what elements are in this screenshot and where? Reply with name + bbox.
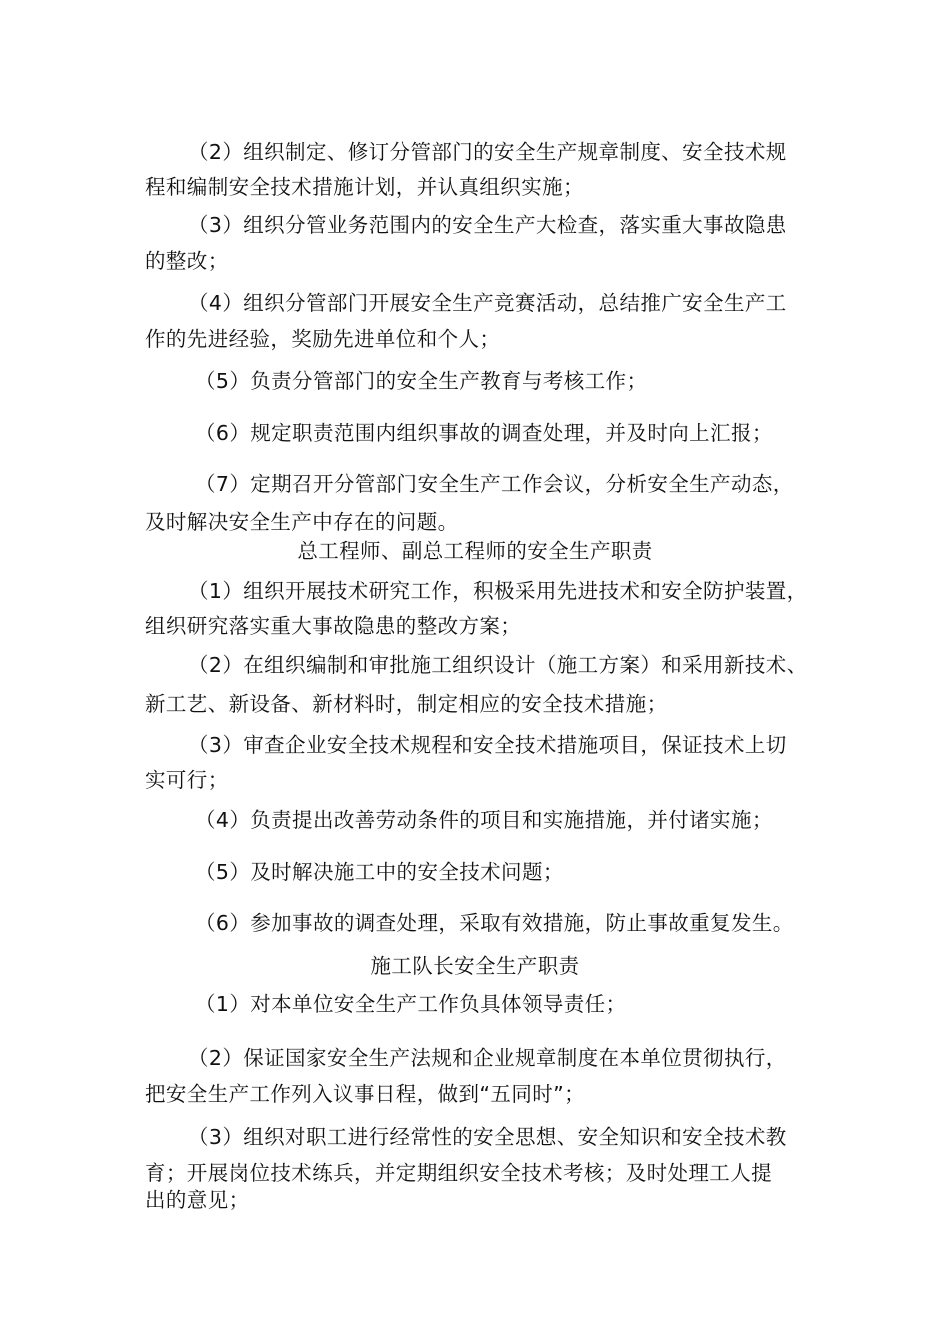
paragraph-line: （2）组织制定、修订分管部门的安全生产规章制度、安全技术规	[188, 140, 787, 164]
paragraph-line: 育；开展岗位技术练兵，并定期组织安全技术考核；及时处理工人提	[145, 1161, 772, 1185]
paragraph-line: （6）参加事故的调查处理，采取有效措施，防止事故重复发生。	[195, 911, 794, 935]
paragraph-line: （2）在组织编制和审批施工组织设计（施工方案）和采用新技术、	[188, 653, 808, 677]
paragraph-line: （4）组织分管部门开展安全生产竞赛活动，总结推广安全生产工	[188, 291, 787, 315]
paragraph-line: （4）负责提出改善劳动条件的项目和实施措施，并付诸实施；	[195, 808, 773, 832]
paragraph-line: 组织研究落实重大事故隐患的整改方案；	[145, 614, 522, 638]
paragraph-line: 作的先进经验，奖励先进单位和个人；	[145, 327, 501, 351]
paragraph-line: 实可行；	[145, 768, 229, 792]
paragraph-line: 及时解决安全生产中存在的问题。	[145, 510, 459, 534]
paragraph-line: （5）及时解决施工中的安全技术问题；	[195, 860, 564, 884]
paragraph-line: （2）保证国家安全生产法规和企业规章制度在本单位贯彻执行，	[188, 1046, 787, 1070]
paragraph-line: （1）对本单位安全生产工作负具体领导责任；	[195, 992, 627, 1016]
paragraph-line: （6）规定职责范围内组织事故的调查处理，并及时向上汇报；	[195, 421, 773, 445]
paragraph-line: 新工艺、新设备、新材料时，制定相应的安全技术措施；	[145, 692, 668, 716]
paragraph-line: （3）组织对职工进行经常性的安全思想、安全知识和安全技术教	[188, 1125, 787, 1149]
paragraph-line: 的整改；	[145, 249, 229, 273]
paragraph-line: 出的意见；	[145, 1188, 250, 1212]
paragraph-line: 把安全生产工作列入议事日程，做到“五同时”；	[145, 1082, 586, 1106]
section-heading: 总工程师、副总工程师的安全生产职责	[297, 539, 653, 563]
paragraph-line: （3）组织分管业务范围内的安全生产大检查，落实重大事故隐患	[188, 213, 787, 237]
paragraph-line: （5）负责分管部门的安全生产教育与考核工作；	[195, 369, 648, 393]
section-heading: 施工队长安全生产职责	[370, 954, 580, 978]
paragraph-line: （3）审查企业安全技术规程和安全技术措施项目，保证技术上切	[188, 733, 787, 757]
paragraph-line: （1）组织开展技术研究工作，积极采用先进技术和安全防护装置，	[188, 579, 808, 603]
paragraph-line: （7）定期召开分管部门安全生产工作会议，分析安全生产动态，	[195, 472, 794, 496]
paragraph-line: 程和编制安全技术措施计划，并认真组织实施；	[145, 175, 584, 199]
